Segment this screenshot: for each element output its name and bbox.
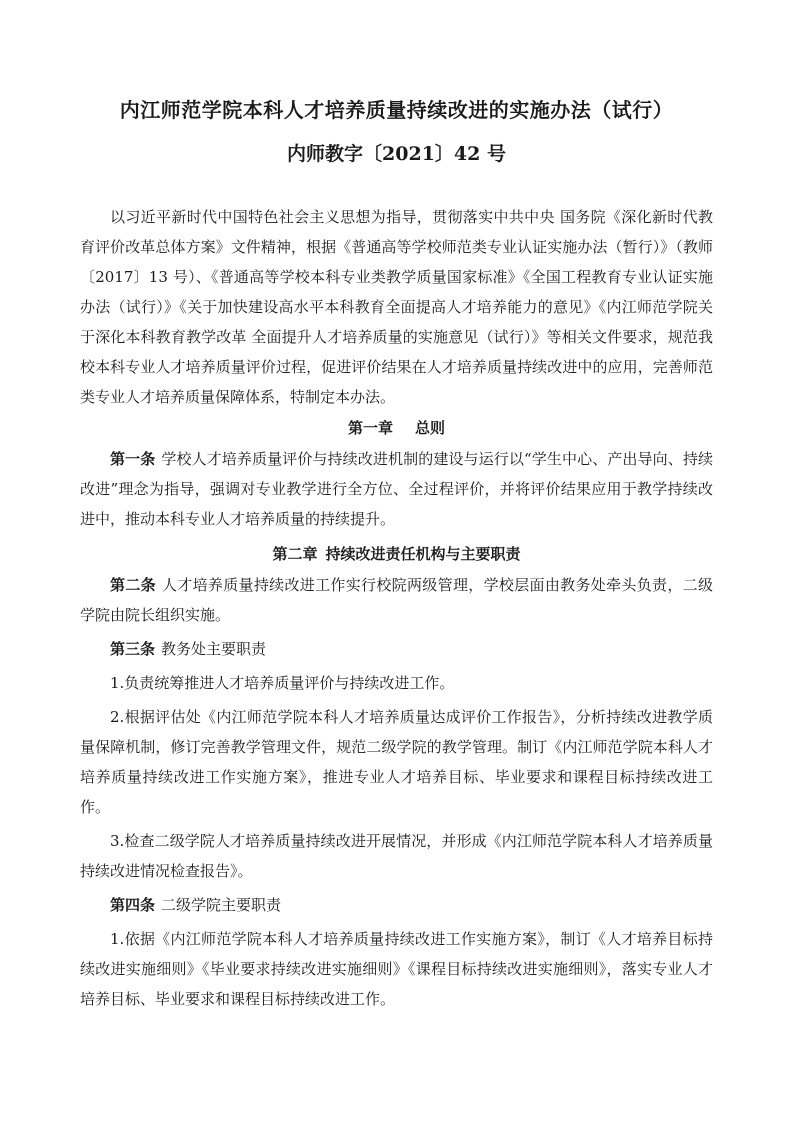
document-body [80, 202, 713, 1014]
article-3-item-1: 1.负责统筹推进人才培养质量评价与持续改进工作。 [110, 674, 455, 692]
preamble-paragraph: 以习近平新时代中国特色社会主义思想为指导，贯彻落实中共中央 国务院《深化新时代教育评价改革总体方案》文件精神，根据《普通高等学校师范类专业认证实施办法（暂行）》（教师〔2017〕13 号）、《普通高等学校本科专业类教学质量国家标准》《全国工程教育专业认证实施办法（试行）》《关于加快建设高水平本科教育全面提高人才培养能力的意见》《内江师范学院关于深化本科教育教学改革 全面提升人才培养质量的实施意见（试行）》等相关文件要求，规范我校本科专业人才培养质量评价过程，促进评价结果在人才培养质量持续改进中的应用，完善师范类专业人才培养质量保障体系，特制定本办法。 [80, 208, 713, 406]
article-text: 教务处主要职责 [161, 640, 267, 658]
article-3-item-2: 2.根据评估处《内江师范学院本科人才培养质量达成评价工作报告》，分析持续改进教学质量保障机制，修订完善教学管理文件，规范二级学院的教学管理。制订《内江师范学院本科人才培养质量持续改进工作实施方案》，推进专业人才培养目标、毕业要求和课程目标持续改进工作。 [80, 708, 713, 816]
chapter-name: 总则 [415, 419, 446, 437]
chapter-heading-1 [80, 412, 713, 444]
chapter-name: 持续改进责任机构与主要职责 [325, 545, 521, 563]
article-label: 第二条 [110, 576, 156, 594]
article-text: 学校人才培养质量评价与持续改进机制的建设与运行以“学生中心、产出导向、持续改进”理念为指导，强调对专业教学进行全方位、全过程评价，并将评价结果应用于教学持续改进中，推动本科专业人才培养质量的持续提升。 [80, 450, 713, 528]
article-4 [80, 890, 713, 920]
article-label: 第四条 [110, 896, 156, 914]
article-3 [80, 634, 713, 664]
document-title: 内江师范学院本科人才培养质量持续改进的实施办法（试行） [119, 98, 674, 122]
article-text: 人才培养质量持续改进工作实行校院两级管理，学校层面由教务处牵头负责，二级学院由院长组织实施。 [80, 576, 713, 624]
article-4-item-1: 1.依据《内江师范学院本科人才培养质量持续改进工作实施方案》，制订《人才培养目标持续改进实施细则》《毕业要求持续改进实施细则》《课程目标持续改进实施细则》，落实专业人才培养目标、毕业要求和课程目标持续改进工作。 [80, 930, 713, 1008]
chapter-number: 第一章 [347, 419, 393, 437]
chapter-number: 第二章 [272, 545, 318, 563]
article-label: 第三条 [110, 640, 156, 658]
chapter-heading-2 [80, 538, 713, 570]
article-1 [80, 444, 713, 534]
article-3-item-3: 3.检查二级学院人才培养质量持续改进开展情况，并形成《内江师范学院本科人才培养质量持续改进情况检查报告》。 [80, 832, 713, 880]
article-label: 第一条 [110, 450, 156, 468]
article-2 [80, 570, 713, 630]
document-number: 内师教字〔2021〕42 号 [287, 143, 506, 165]
article-text: 二级学院主要职责 [161, 896, 282, 914]
